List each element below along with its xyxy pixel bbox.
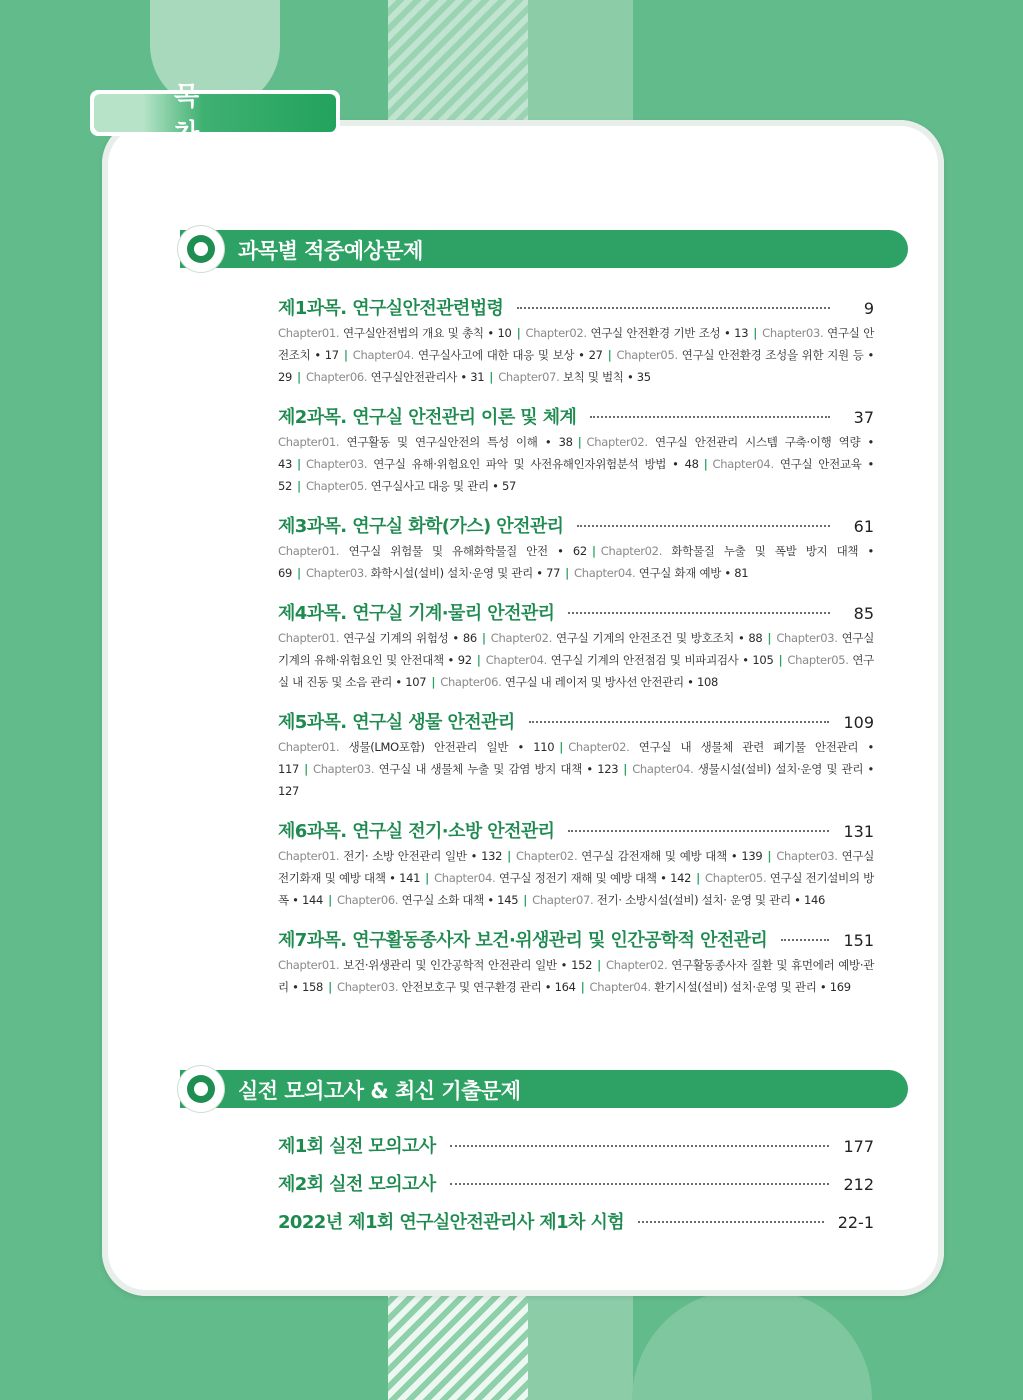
page-number: 109 bbox=[843, 713, 874, 732]
toc-entry bbox=[278, 599, 874, 693]
chapter-text: 연구활동 및 연구실안전의 특성 이해 • 38 bbox=[346, 435, 573, 449]
separator-icon: | bbox=[425, 871, 430, 885]
section-title: 과목별 적중예상문제 bbox=[238, 239, 423, 263]
separator-icon: | bbox=[507, 849, 512, 863]
page-number: 22-1 bbox=[837, 1213, 874, 1232]
separator-icon: | bbox=[623, 762, 628, 776]
separator-icon: | bbox=[597, 958, 602, 972]
chapter-text: 연구실 유해·위험요인 파악 및 사전유해인자위험분석 방법 • 48 bbox=[373, 457, 699, 471]
chapter-text: 연구실 전기화재 및 예방 대책 • 141 bbox=[278, 849, 875, 885]
chapter-label: Chapter02. bbox=[586, 435, 648, 449]
chapter-text: 연구실 내 진동 및 소음 관리 • 107 bbox=[278, 653, 874, 689]
dot-leader bbox=[577, 525, 830, 527]
chapter-text: 연구실 내 레이저 및 방사선 안전관리 • 108 bbox=[504, 675, 719, 689]
separator-icon: | bbox=[703, 457, 708, 471]
dot-leader bbox=[517, 307, 830, 309]
chapter-label: Chapter03. bbox=[305, 457, 368, 471]
chapter-label: Chapter03. bbox=[336, 980, 399, 994]
chapter-label: Chapter04. bbox=[352, 348, 415, 362]
separator-icon: | bbox=[696, 871, 701, 885]
dot-leader bbox=[450, 1183, 830, 1185]
entry-title: 제2회 실전 모의고사 bbox=[278, 1174, 436, 1195]
entry-title: 제3과목. 연구실 화학(가스) 안전관리 bbox=[278, 516, 564, 537]
subject-entries bbox=[278, 294, 874, 1013]
section-bar bbox=[180, 230, 908, 268]
separator-icon: | bbox=[516, 326, 521, 340]
chapter-item[interactable] bbox=[278, 435, 573, 449]
chapter-item[interactable] bbox=[278, 544, 587, 558]
separator-icon: | bbox=[328, 893, 332, 907]
chapter-label: Chapter02. bbox=[490, 631, 553, 645]
chapter-label: Chapter04. bbox=[589, 980, 651, 994]
chapter-list bbox=[278, 431, 874, 497]
chapter-label: Chapter02. bbox=[516, 849, 578, 863]
chapter-text: 연구실 소화 대책 • 145 bbox=[401, 893, 519, 907]
section-title: 실전 모의고사 & 최신 기출문제 bbox=[238, 1079, 521, 1103]
chapter-label: Chapter01. bbox=[278, 435, 340, 449]
toc-entry-head[interactable] bbox=[278, 599, 874, 627]
separator-icon: | bbox=[489, 370, 494, 384]
chapter-label: Chapter05. bbox=[305, 479, 368, 493]
separator-icon: | bbox=[328, 980, 332, 994]
chapter-label: Chapter03. bbox=[776, 631, 838, 645]
entry-title: 제1과목. 연구실안전관련법령 bbox=[278, 298, 504, 319]
separator-icon: | bbox=[767, 631, 772, 645]
toc-entry-head[interactable] bbox=[278, 403, 874, 431]
toc-title: 목 차 bbox=[174, 82, 242, 149]
chapter-list bbox=[278, 627, 874, 693]
chapter-label: Chapter01. bbox=[278, 631, 340, 645]
page-number: 177 bbox=[843, 1137, 874, 1156]
page-number: 37 bbox=[853, 408, 874, 427]
entry-title: 제7과목. 연구활동종사자 보건·위생관리 및 인간공학적 안전관리 bbox=[278, 930, 768, 951]
chapter-text: 연구실 안전환경 기반 조성 • 13 bbox=[590, 326, 749, 340]
chapter-label: Chapter02. bbox=[568, 740, 630, 754]
toc-entry-head[interactable] bbox=[278, 817, 874, 845]
chapter-item[interactable] bbox=[306, 457, 699, 471]
chapter-item[interactable] bbox=[498, 370, 651, 384]
chapter-list bbox=[278, 322, 874, 388]
chapter-item[interactable] bbox=[532, 893, 825, 907]
exam-entries bbox=[278, 1132, 874, 1246]
chapter-text: 연구실사고에 대한 대응 및 보상 • 27 bbox=[417, 348, 603, 362]
chapter-item[interactable] bbox=[486, 653, 774, 667]
chapter-label: Chapter03. bbox=[762, 326, 824, 340]
toc-entry bbox=[278, 512, 874, 584]
chapter-text: 연구실 기계의 안전점검 및 비파괴검사 • 105 bbox=[550, 653, 774, 667]
chapter-text: 화학시설(설비) 설치·운영 및 관리 • 77 bbox=[370, 566, 561, 580]
chapter-item[interactable] bbox=[337, 893, 518, 907]
toc-entry-head[interactable] bbox=[278, 708, 874, 736]
chapter-item[interactable] bbox=[313, 762, 618, 776]
chapter-text: 연구실 화재 예방 • 81 bbox=[638, 566, 749, 580]
toc-entry bbox=[278, 294, 874, 388]
separator-icon: | bbox=[343, 348, 348, 362]
chapter-item[interactable] bbox=[353, 348, 603, 362]
chapter-item[interactable] bbox=[278, 631, 477, 645]
chapter-label: Chapter04. bbox=[712, 457, 774, 471]
chapter-item[interactable] bbox=[525, 326, 748, 340]
separator-icon: | bbox=[767, 849, 772, 863]
chapter-label: Chapter01. bbox=[278, 544, 340, 558]
chapter-label: Chapter01. bbox=[278, 326, 340, 340]
dot-leader bbox=[568, 830, 829, 832]
dot-leader bbox=[568, 612, 830, 614]
chapter-label: Chapter02. bbox=[600, 544, 663, 558]
chapter-text: 연구실 감전재해 및 예방 대책 • 139 bbox=[581, 849, 763, 863]
entry-title: 2022년 제1회 연구실안전관리사 제1차 시험 bbox=[278, 1212, 625, 1233]
entry-title: 제5과목. 연구실 생물 안전관리 bbox=[278, 712, 515, 733]
page-number: 131 bbox=[843, 822, 874, 841]
page-number: 85 bbox=[853, 604, 874, 623]
background-decoration bbox=[632, 1290, 872, 1400]
toc-entry-head[interactable] bbox=[278, 926, 874, 954]
chapter-item[interactable] bbox=[434, 871, 691, 885]
separator-icon: | bbox=[591, 544, 596, 558]
chapter-text: 생물(LMO포함) 안전관리 일반 • 110 bbox=[348, 740, 555, 754]
separator-icon: | bbox=[778, 653, 783, 667]
chapter-text: 전기· 소방 안전관리 일반 • 132 bbox=[343, 849, 503, 863]
separator-icon: | bbox=[565, 566, 570, 580]
toc-entry bbox=[278, 403, 874, 497]
page-number: 61 bbox=[853, 517, 874, 536]
chapter-text: 화학물질 누출 및 폭발 방지 대책 • 69 bbox=[278, 544, 874, 580]
chapter-label: Chapter04. bbox=[434, 871, 496, 885]
chapter-item[interactable] bbox=[278, 740, 554, 754]
entry-title: 제1회 실전 모의고사 bbox=[278, 1136, 436, 1157]
section-bar bbox=[180, 1070, 908, 1108]
chapter-label: Chapter03. bbox=[305, 566, 368, 580]
chapter-text: 보건·위생관리 및 인간공학적 안전관리 일반 • 152 bbox=[343, 958, 593, 972]
chapter-text: 안전보호구 및 연구환경 관리 • 164 bbox=[401, 980, 576, 994]
chapter-label: Chapter02. bbox=[606, 958, 668, 972]
chapter-text: 연구실 정전기 재해 및 예방 대책 • 142 bbox=[498, 871, 692, 885]
chapter-item[interactable] bbox=[574, 566, 748, 580]
separator-icon: | bbox=[523, 893, 528, 907]
chapter-text: 연구실 안전조치 • 17 bbox=[278, 326, 875, 362]
dot-leader bbox=[450, 1145, 830, 1147]
chapter-item[interactable] bbox=[278, 958, 592, 972]
separator-icon: | bbox=[559, 740, 564, 754]
chapter-text: 연구실 내 생물체 관련 폐기물 안전관리 • 117 bbox=[278, 740, 875, 776]
chapter-label: Chapter01. bbox=[278, 958, 340, 972]
chapter-text: 연구실안전법의 개요 및 총칙 • 10 bbox=[342, 326, 512, 340]
chapter-label: Chapter06. bbox=[305, 370, 368, 384]
chapter-label: Chapter03. bbox=[312, 762, 375, 776]
exam-entry[interactable] bbox=[278, 1208, 874, 1246]
chapter-text: 연구실 전기설비의 방폭 • 144 bbox=[278, 871, 874, 907]
page-number: 151 bbox=[843, 931, 874, 950]
chapter-label: Chapter04. bbox=[632, 762, 694, 776]
page-number: 9 bbox=[863, 299, 874, 318]
dot-leader bbox=[590, 416, 830, 418]
chapter-text: 연구실 기계의 유해·위험요인 및 안전대책 • 92 bbox=[278, 631, 875, 667]
chapter-text: 환기시설(설비) 설치·운영 및 관리 • 169 bbox=[654, 980, 851, 994]
separator-icon: | bbox=[580, 980, 585, 994]
chapter-label: Chapter01. bbox=[278, 849, 340, 863]
chapter-item[interactable] bbox=[440, 675, 718, 689]
chapter-label: Chapter06. bbox=[440, 675, 502, 689]
chapter-text: 연구실 기계의 안전조건 및 방호조치 • 88 bbox=[556, 631, 763, 645]
chapter-text: 연구실안전관리사 • 31 bbox=[370, 370, 485, 384]
chapter-label: Chapter05. bbox=[616, 348, 678, 362]
chapter-item[interactable] bbox=[590, 980, 851, 994]
bullet-icon bbox=[178, 1066, 224, 1112]
chapter-item[interactable] bbox=[491, 631, 763, 645]
chapter-text: 연구실 내 생물체 누출 및 감염 방지 대책 • 123 bbox=[378, 762, 619, 776]
chapter-label: Chapter04. bbox=[574, 566, 636, 580]
toc-entry bbox=[278, 708, 874, 802]
entry-title: 제6과목. 연구실 전기·소방 안전관리 bbox=[278, 821, 555, 842]
chapter-label: Chapter07. bbox=[532, 893, 594, 907]
chapter-label: Chapter06. bbox=[336, 893, 399, 907]
chapter-text: 연구활동종사자 질환 및 휴먼에러 예방·관리 • 158 bbox=[278, 958, 875, 994]
chapter-item[interactable] bbox=[306, 370, 484, 384]
toc-entry bbox=[278, 926, 874, 998]
toc-header-fill bbox=[94, 82, 336, 149]
chapter-text: 연구실 안전교육 • 52 bbox=[278, 457, 874, 493]
chapter-label: Chapter01. bbox=[278, 740, 340, 754]
separator-icon: | bbox=[297, 566, 301, 580]
separator-icon: | bbox=[577, 435, 582, 449]
separator-icon: | bbox=[607, 348, 612, 362]
chapter-text: 연구실 기계의 위험성 • 86 bbox=[343, 631, 477, 645]
chapter-list bbox=[278, 845, 874, 911]
chapter-item[interactable] bbox=[337, 980, 576, 994]
chapter-item[interactable] bbox=[516, 849, 762, 863]
dot-leader bbox=[781, 939, 829, 941]
chapter-item[interactable] bbox=[278, 326, 512, 340]
chapter-label: Chapter05. bbox=[705, 871, 767, 885]
separator-icon: | bbox=[304, 762, 308, 776]
chapter-text: 생물시설(설비) 설치·운영 및 관리 • 127 bbox=[278, 762, 874, 798]
separator-icon: | bbox=[297, 479, 301, 493]
entry-title: 제4과목. 연구실 기계·물리 안전관리 bbox=[278, 603, 555, 624]
chapter-item[interactable] bbox=[278, 849, 502, 863]
chapter-label: Chapter07. bbox=[498, 370, 560, 384]
exam-entry[interactable] bbox=[278, 1132, 874, 1170]
separator-icon: | bbox=[481, 631, 486, 645]
separator-icon: | bbox=[753, 326, 758, 340]
entry-title: 제2과목. 연구실 안전관리 이론 및 체계 bbox=[278, 407, 577, 428]
chapter-text: 연구실 안전환경 조성을 위한 지원 등 • 29 bbox=[278, 348, 875, 384]
separator-icon: | bbox=[297, 370, 301, 384]
separator-icon: | bbox=[431, 675, 436, 689]
page-number: 212 bbox=[843, 1175, 874, 1194]
background-decoration bbox=[388, 0, 633, 120]
chapter-list bbox=[278, 736, 874, 802]
chapter-text: 전기· 소방시설(설비) 설치· 운영 및 관리 • 146 bbox=[596, 893, 826, 907]
chapter-item[interactable] bbox=[306, 566, 560, 580]
dot-leader bbox=[529, 721, 830, 723]
chapter-text: 보칙 및 벌칙 • 35 bbox=[562, 370, 651, 384]
separator-icon: | bbox=[297, 457, 301, 471]
toc-entry-head[interactable] bbox=[278, 512, 874, 540]
bullet-icon bbox=[178, 226, 224, 272]
chapter-text: 연구실사고 대응 및 관리 • 57 bbox=[370, 479, 516, 493]
toc-entry bbox=[278, 817, 874, 911]
dot-leader bbox=[638, 1221, 824, 1223]
chapter-label: Chapter03. bbox=[776, 849, 838, 863]
chapter-label: Chapter05. bbox=[787, 653, 849, 667]
toc-entry-head[interactable] bbox=[278, 294, 874, 322]
chapter-list bbox=[278, 954, 874, 998]
chapter-list bbox=[278, 540, 874, 584]
chapter-text: 연구실 위험물 및 유해화학물질 안전 • 62 bbox=[348, 544, 587, 558]
background-stripes bbox=[388, 1290, 528, 1400]
chapter-label: Chapter04. bbox=[485, 653, 547, 667]
chapter-item[interactable] bbox=[306, 479, 516, 493]
chapter-text: 연구실 안전관리 시스템 구축·이행 역량 • 43 bbox=[278, 435, 875, 471]
chapter-label: Chapter02. bbox=[525, 326, 587, 340]
exam-entry[interactable] bbox=[278, 1170, 874, 1208]
toc-header-tab bbox=[90, 82, 340, 149]
separator-icon: | bbox=[476, 653, 481, 667]
